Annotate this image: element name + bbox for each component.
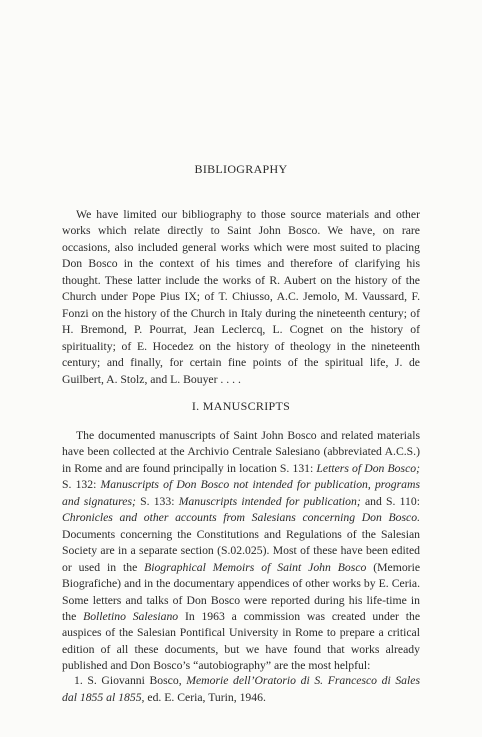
- entry-text: [62, 673, 420, 706]
- italic-title: Manuscripts of Don Bosco not intended for publication, programs and signatures;: [62, 478, 420, 508]
- section-title: I. MANUSCRIPTS: [191, 399, 291, 413]
- entry-suffix: ed. E. Ceria, Turin, 1946.: [144, 690, 266, 704]
- intro-paragraph: We have limited our bibliography to those source materials and other works which relate directly to Saint John Bosco. We have, on rare occasions, also included general works which were most suited to placing Don Bosco in the context of his times and therefore of clarifying his thought. These latter include the works of R. Aubert on the history of the Church under Pope Pius IX; of T. Chiusso, A.C. Jemolo, M. Vaussard, F. Fonzi on the history of the Church in Italy during the nineteenth century; of H. Bremond, P. Pourrat, Jean Leclercq, L. Cognet on the history of spirituality; of E. Hocedez on the history of theology in the nineteenth century; and finally, for certain fine points of the spiritual life, J. de Guilbert, A. Stolz, and L. Bouyer . . . .: [62, 208, 420, 386]
- text-run: (Memorie Biografiche) and in the documentary appendices of other works by E. Ceria. Some letters and talks of Don Bosco were reported during his life-time in the: [62, 560, 421, 623]
- italic-title: Bolletino Salesiano: [83, 609, 179, 623]
- italic-title: Biographical Memoirs of Saint John Bosco: [144, 560, 367, 574]
- entry-prefix: 1. S. Giovanni Bosco,: [74, 674, 187, 687]
- manuscripts-block: [62, 428, 420, 675]
- text-run: In 1963 a commission was created under the auspices of the Salesian Pontifical University in Rome to prepare a critical edition of all these documents, but we have found that works already published and Don Bosco’s “autobiography” are the most helpful:: [62, 609, 421, 673]
- italic-title: Letters of Don Bosco;: [316, 461, 420, 475]
- text-run: The documented manuscripts of Saint John Bosco and related materials have been collected at the Archivio Centrale Salesiano (abbreviated A.C.S.) in Rome and are found principally in location S. 131:: [62, 429, 420, 475]
- manuscripts-paragraph: [62, 428, 420, 675]
- italic-title: Chronicles and other accounts from Salesians concerning Don Bosco.: [62, 511, 420, 525]
- page-heading: BIBLIOGRAPHY: [194, 162, 288, 176]
- bibliography-entry-1: [62, 673, 420, 706]
- text-run: S. 133:: [135, 494, 179, 508]
- text-run: and S. 110:: [360, 494, 420, 508]
- entry-title: Memorie dell’Oratorio di S. Francesco di Sales dal 1855 al 1855,: [62, 674, 420, 704]
- intro-block: [62, 207, 420, 388]
- text-run: S. 132:: [62, 478, 101, 492]
- text-run: Documents concerning the Constitutions and Regulations of the Salesian Society are in a separate section (S.02.025). Most of these have been edited or used in the: [62, 527, 420, 574]
- italic-title: Manuscripts intended for publication;: [178, 494, 361, 508]
